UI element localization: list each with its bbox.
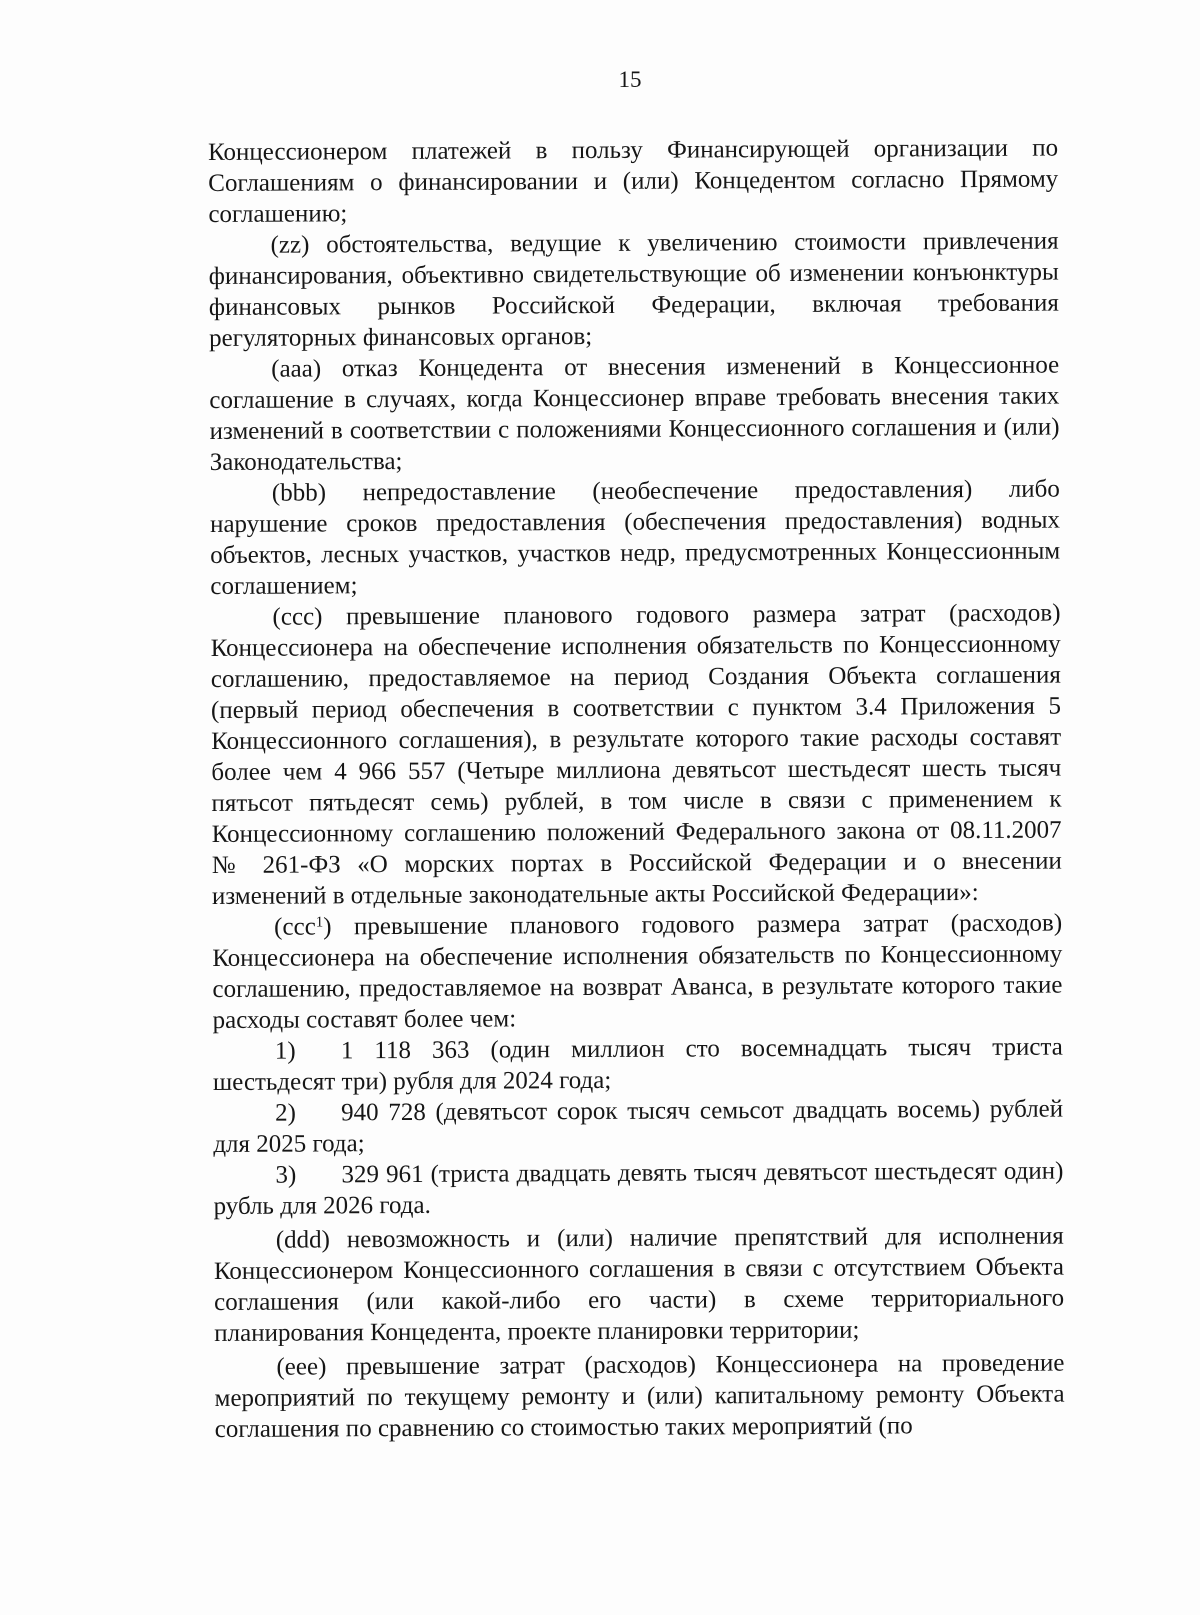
list-item-1-text: 1 118 363 (один миллион сто восемнадцать тысяч триста шестьдесят три) рубля для 2024 года; (212, 1033, 1063, 1096)
list-item-3 (213, 1156, 1063, 1222)
paragraph-ccc1 (212, 908, 1063, 1036)
document-body (208, 133, 1065, 1445)
page-number: 15 (618, 67, 642, 92)
list-item-3-number: 3) (275, 1161, 297, 1189)
paragraph-zz: (zz) обстоятельства, ведущие к увеличению стоимости привлечения финансирования, объективно свидетельствующие об изменении конъюнктуры финансовых рынков Российской Федерации, включая требования регуляторных финансовых органов; (208, 227, 1059, 352)
paragraph-ccc: (ccc) превышение планового годового размера затрат (расходов) Концессионера на обеспечение исполнения обязательств по Концессионному соглашению, предоставляемое на период Создания Объекта соглашения (первый период обеспечения в соответствии с пунктом 3.4 Приложения 5 Концессионного соглашения), в результате которого такие расходы составят более чем 4 966 557 (Четыре миллиона девятьсот шестьдесят шесть тысяч пятьсот пятьдесят семь) рублей, в том числе в связи с применением к Концессионному соглашению положений Федерального закона от 08.11.2007 № 261-ФЗ «О морских портах в Российской Федерации и о внесении изменений в отдельные законодательные акты Российской Федерации»: (210, 599, 1062, 910)
paragraph-eee: (eee) превышение затрат (расходов) Концессионера на проведение мероприятий по текущему ремонту и (или) капитальному ремонту Объекта соглашения по сравнению со стоимостью таких мероприятий (по (214, 1349, 1065, 1443)
paragraph-bbb: (bbb) непредоставление (необеспечение предоставления) либо нарушение сроков предоставления (обеспечения предоставления) водных объектов, лесных участков, участков недр, предусмотренных Концессионным соглашением; (209, 475, 1061, 600)
list-item-2 (213, 1094, 1063, 1160)
list-item-1-number: 1) (274, 1037, 296, 1065)
list-item-2-number: 2) (275, 1099, 297, 1127)
paragraph-ccc1-text: ) превышение планового годового размера затрат (расходов) Концессионера на обеспечение исполнения обязательств по Концессионному соглашению, предоставляемое на возврат Аванса, в результате которого такие расходы составят более чем: (212, 909, 1063, 1034)
list-item-3-text: 329 961 (триста двадцать девять тысяч девятьсот шестьдесят один) рубль для 2026 года. (213, 1157, 1064, 1220)
paragraph-continuation: Концессионером платежей в пользу Финансирующей организации по Соглашениям о финансировании и (или) Концедентом согласно Прямому соглашению; (208, 134, 1059, 228)
list-item-2-text: 940 728 (девятьсот сорок тысяч семьсот двадцать восемь) рублей для 2025 года; (213, 1095, 1064, 1158)
paragraph-ccc1-label-open: (ccc (274, 913, 316, 941)
paragraph-ddd: (ddd) невозможность и (или) наличие препятствий для исполнения Концессионером Концессионного соглашения в связи с отсутствием Объекта соглашения (или какой-либо его части) в схеме территориального планирования Концедента, проекте планировки территории; (213, 1222, 1065, 1347)
paragraph-aaa: (aaa) отказ Концедента от внесения изменений в Концессионное соглашение в случаях, когда Концессионер вправе требовать внесения таких изменений в соответствии с положениями Концессионного соглашения и (или) Законодательства; (209, 351, 1060, 476)
paragraph-ccc1-superscript: 1 (315, 914, 324, 931)
list-item-1 (213, 1032, 1063, 1098)
